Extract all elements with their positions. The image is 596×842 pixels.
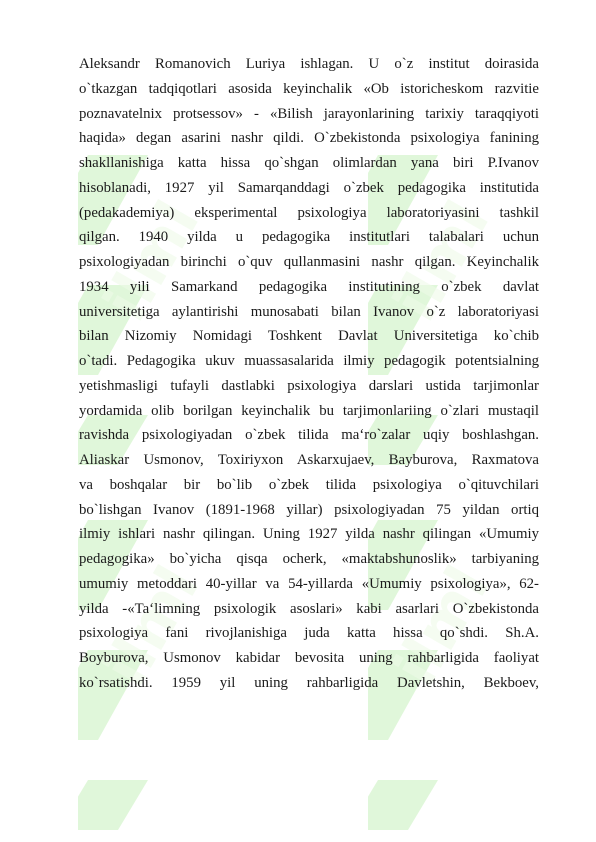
text-line: bilan Nizomiy Nomidagi Toshkent Davlat Universitetiga ko`chib [79,328,539,345]
text-line: bo`lishgan Ivanov (1891-1968 yillar) psixologiyadan 75 yildan ortiq [79,501,539,518]
text-line: va boshqalar bir bo`lib o`zbek tilida psixologiya o`qituvchilari [79,476,539,493]
text-line: psixologiya fani rivojlanishiga juda katta hissa qo`shdi. Sh.A. [79,625,539,642]
text-line: hisoblanadi, 1927 yil Samarqanddagi o`zbek pedagogika institutida [79,179,539,196]
text-line: shakllanishiga katta hissa qo`shgan olimlardan yana biri P.Ivanov [79,155,539,171]
text-line: universitetiga aylantirishi munosabati bilan Ivanov o`z laboratoriyasi [79,303,539,320]
text-line: pedagogika» bo`yicha qisqa ocherk, «maktabshunoslik» tarbiyaning [79,551,539,567]
text-line: umumiy metoddari 40-yillar va 54-yillarda «Umumiy psixologiya», 62- [79,575,539,592]
svg-text:ilml: ilml [380,554,504,698]
text-line: haqida» degan asarini nashr qildi. O`zbekistonda psixologiya fanining [79,130,539,147]
text-line: poznavatelnix protsessov» - «Bilish jarayonlarining tarixiy taraqqiyoti [79,105,539,122]
text-line: yilda -«Ta‘limning psixologik asoslari» kabi asarlari O`zbekistonda [79,600,539,617]
text-line: yetishmasligi tufayli dastlabki psixologiya darslari ustida tarjimonlar [79,377,539,394]
text-line: qilgan. 1940 yilda u pedagogika institutlari talabalari uchun [79,229,539,246]
text-line: ravishda psixologiyadan o`zbek tilida ma‘ro`zalar uqiy boshlashgan. [79,427,539,444]
text-line: o`tkazgan tadqiqotlari asosida keyinchalik «Ob istoricheskom razvitie [79,80,539,97]
text-line: (pedakademiya) eksperimental psixologiya laboratoriyasini tashkil [79,204,539,221]
svg-text:ilml: ilml [380,189,504,333]
body-text [79,52,539,696]
text-line: ilmiy ishlari nashr qilingan. Uning 1927 yilda nashr qilingan «Umumiy [79,526,539,543]
svg-text:ilml: ilml [90,189,214,333]
svg-text:ilml: ilml [90,554,214,698]
text-line: Aliaskar Usmonov, Toxiriyxon Askarxujaev, Bayburova, Raxmatova [79,452,539,468]
text-line: psixologiyadan birinchi o`quv qullanmasini nashr qilgan. Keyinchalik [79,254,539,270]
text-line: 1934 yili Samarkand pedagogika institutining o`zbek davlat [79,278,539,295]
text-line: yordamida olib borilgan keyinchalik bu tarjimonlariing o`zlari mustaqil [79,402,539,419]
text-line: Boyburova, Usmonov kabidar bevosita uning rahbarligida faoliyat [79,650,539,666]
text-line: ko`rsatishdi. 1959 yil uning rahbarligida Davletshin, Bekboev, [79,674,539,691]
text-line: o`tadi. Pedagogika ukuv muassasalarida ilmiy pedagogik potentsialning [79,353,539,369]
text-line: Aleksandr Romanovich Luriya ishlagan. U o`z institut doirasida [79,56,539,72]
